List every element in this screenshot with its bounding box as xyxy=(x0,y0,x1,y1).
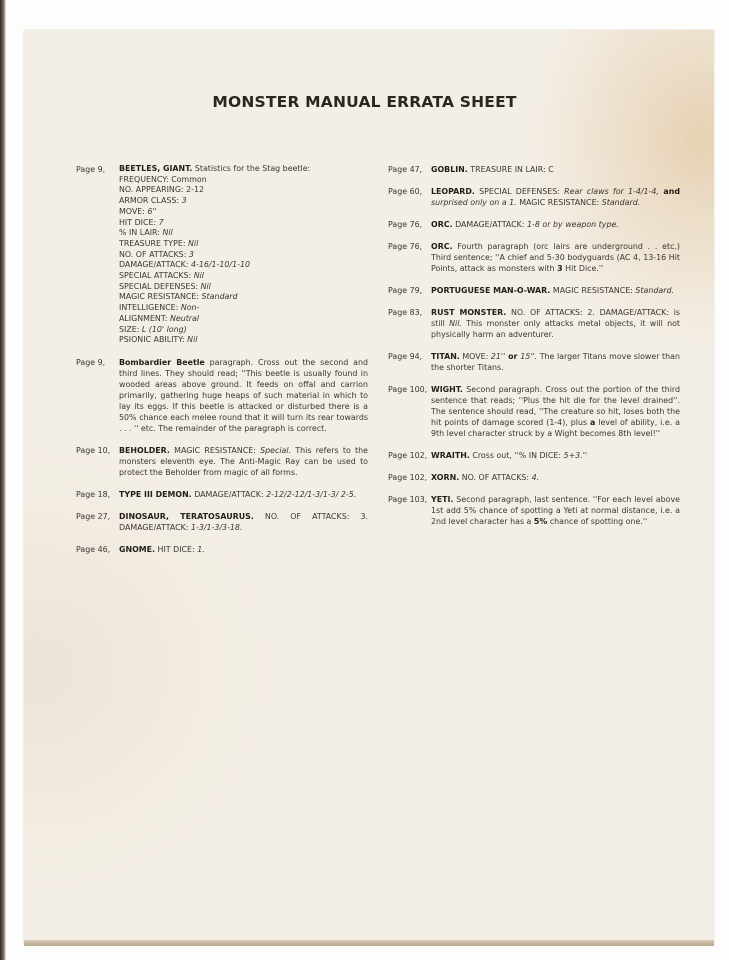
text-run: NO. OF ATTACKS: 2. DAMAGE/ATTACK: is still xyxy=(431,308,680,328)
page-reference: Page 9, xyxy=(76,357,106,367)
bold-text: ORC. xyxy=(431,242,453,251)
errata-text xyxy=(119,164,368,346)
italic-text: Rear claws for 1-4/1-4, xyxy=(564,187,659,196)
text-run: ALIGNMENT: xyxy=(119,313,170,323)
text-run: Second paragraph. Cross out the portion of the third sentence that reads; ''Plus the hit die for the level drained''. The sentence should read, ''The creature so hit, loses both the hit points of damage scored (1-4), plus xyxy=(431,385,680,427)
bold-text: ORC. xyxy=(431,220,453,229)
text-run: Second paragraph, last sentence. ''For each level above 1st add 5% chance of spotting a Yeti at normal distance, i.e. a 2nd level character has a xyxy=(431,495,680,526)
bold-text: PORTUGUESE MAN-O-WAR. xyxy=(431,286,551,295)
italic-text: 4-16/1-10/1-10 xyxy=(190,260,250,270)
text-run: HIT DICE: xyxy=(119,217,159,227)
page-reference: Page 46, xyxy=(76,544,111,554)
errata-text xyxy=(431,351,680,373)
errata-entry xyxy=(388,307,680,340)
italic-text: Nil xyxy=(187,335,198,345)
stat-line xyxy=(119,250,368,261)
text-run: DAMAGE/ATTACK: xyxy=(191,489,267,499)
stat-line xyxy=(119,207,368,218)
page-reference: Page 76, xyxy=(388,242,423,251)
errata-entry xyxy=(388,186,680,208)
errata-entry xyxy=(388,351,680,373)
page-reference: Page 102, xyxy=(388,451,428,460)
stat-line xyxy=(119,325,368,336)
page-title: MONSTER MANUAL ERRATA SHEET xyxy=(212,93,517,111)
page-reference: Page 83, xyxy=(388,308,423,317)
text-run: Fourth paragraph (orc lairs are underground . . etc.) Third sentence; ''A chief and 5-30 bodyguards (AC 4, 13-16 Hit Points, attack as monsters with xyxy=(431,242,680,273)
errata-text xyxy=(119,445,368,478)
text-run: INTELLIGENCE: xyxy=(119,303,181,313)
stat-line xyxy=(119,314,368,325)
italic-text: Nil. xyxy=(449,319,462,328)
page-reference: Page 47, xyxy=(388,165,423,174)
text-run: MAGIC RESISTANCE: xyxy=(550,286,636,295)
errata-text xyxy=(431,450,680,461)
stat-line xyxy=(119,260,368,271)
italic-text: 2-12/2-12/1-3/1-3/ 2-5. xyxy=(266,489,357,499)
page-reference: Page 103, xyxy=(388,495,428,504)
errata-entry xyxy=(388,241,680,274)
text-run: FREQUENCY: Common xyxy=(119,174,207,184)
text-run: TREASURE IN LAIR: C xyxy=(467,165,554,174)
text-run: Statistics for the Stag beetle: xyxy=(192,164,311,173)
text-run: Hit Dice.'' xyxy=(562,264,604,273)
text-run: Cross out, ''% IN DICE: xyxy=(469,451,564,460)
bold-text: WIGHT. xyxy=(431,385,463,394)
page-reference: Page 9, xyxy=(76,165,106,174)
errata-entry xyxy=(388,285,680,296)
bold-text: 5% xyxy=(533,517,548,526)
page-reference: Page 10, xyxy=(76,445,111,455)
text-run: SIZE: xyxy=(119,324,142,334)
italic-text: 4. xyxy=(531,473,540,482)
text-run: This refers to the monsters eleventh eye. The Anti-Magic Ray can be used to protect the Beholder from magic of all forms. xyxy=(119,445,368,477)
text-run: DAMAGE/ATTACK: xyxy=(452,220,528,229)
bold-text: TYPE III DEMON. xyxy=(119,489,192,499)
stat-line xyxy=(119,335,368,346)
page-reference: Page 100, xyxy=(388,385,428,394)
text-run: SPECIAL ATTACKS: xyxy=(119,271,194,281)
text-run: This monster only attacks metal objects, it will not physically harm an adventurer. xyxy=(431,319,680,339)
text-run: MAGIC RESISTANCE: xyxy=(516,198,602,207)
italic-text: Standard xyxy=(201,292,238,302)
errata-text xyxy=(431,472,680,483)
bold-text: BEHOLDER. xyxy=(119,445,170,455)
italic-text: Nil xyxy=(200,281,211,291)
italic-text: Non- xyxy=(180,303,200,313)
italic-text: Nil xyxy=(193,271,204,281)
page-reference: Page 76, xyxy=(388,220,423,229)
text-run: MAGIC RESISTANCE: xyxy=(169,445,261,455)
left-column xyxy=(76,164,368,566)
text-run: NO. OF ATTACKS: 3. DAMAGE/ATTACK: xyxy=(119,511,368,532)
errata-text xyxy=(431,494,680,527)
text-run: DAMAGE/ATTACK: xyxy=(119,260,191,270)
stat-line xyxy=(119,282,368,293)
italic-text: 7 xyxy=(158,217,164,227)
text-run: paragraph. Cross out the second and third lines. They should read; ''This beetle is usually found in wooded areas above ground. It feeds on offal and carrion primarily, gathering huge heaps of such material in which to lay its eggs. If this beetle is attacked or disturbed there is a 50% chance each melee round that it will turn its rear towards . . . '' etc. The remainder of the paragraph is correct. xyxy=(119,357,368,433)
bold-text: BEETLES, GIANT. xyxy=(119,164,193,173)
bold-text: XORN. xyxy=(431,473,460,482)
stat-line xyxy=(119,271,368,282)
errata-text xyxy=(119,544,368,555)
italic-text: L (10' long) xyxy=(141,324,187,334)
text-run: NO. OF ATTACKS: xyxy=(459,473,532,482)
italic-text: Neutral xyxy=(169,313,200,323)
errata-text xyxy=(431,307,680,340)
bold-text: Bombardier Beetle xyxy=(119,357,205,367)
errata-entry xyxy=(388,472,680,483)
page-reference: Page 18, xyxy=(76,489,111,499)
errata-text xyxy=(119,357,368,434)
text-run: SPECIAL DEFENSES: xyxy=(474,187,565,196)
italic-text: 3 xyxy=(188,249,194,259)
text-run: MAGIC RESISTANCE: xyxy=(119,292,202,302)
page-reference: Page 27, xyxy=(76,511,111,521)
text-run: HIT DICE: xyxy=(155,544,198,554)
text-run: chance of spotting one.'' xyxy=(547,517,648,526)
italic-text: 15''. xyxy=(520,352,538,361)
italic-text: 21'' xyxy=(490,352,506,361)
errata-entry xyxy=(388,494,680,527)
errata-entry xyxy=(388,384,680,439)
bold-text: and xyxy=(658,187,680,196)
text-run: MOVE: xyxy=(459,352,491,361)
text-run: ARMOR CLASS: xyxy=(119,196,182,206)
errata-entry xyxy=(76,164,368,346)
stat-line xyxy=(119,196,368,207)
errata-entry xyxy=(76,489,368,500)
errata-entry xyxy=(76,445,368,478)
errata-text xyxy=(431,285,680,296)
bold-text: or xyxy=(505,352,521,361)
italic-text: 1-3/1-3/3-18. xyxy=(190,522,243,532)
italic-text: 1. xyxy=(197,544,205,554)
errata-entry xyxy=(76,544,368,555)
bold-text: a xyxy=(590,418,596,427)
text-run: TREASURE TYPE: xyxy=(119,238,188,248)
stat-line xyxy=(119,175,368,186)
italic-text: 3 xyxy=(181,196,187,206)
text-run: The larger Titans move slower than the shorter Titans. xyxy=(431,352,680,372)
italic-text: 5+3. xyxy=(563,451,583,460)
errata-text xyxy=(431,219,680,230)
text-run: SPECIAL DEFENSES: xyxy=(119,281,201,291)
stat-line xyxy=(119,303,368,314)
bold-text: WRAITH. xyxy=(431,451,470,460)
errata-entry xyxy=(388,219,680,230)
right-column xyxy=(388,164,680,538)
italic-text: Nil xyxy=(162,228,173,238)
italic-text: Nil xyxy=(188,238,199,248)
errata-entry xyxy=(76,511,368,533)
italic-text: Standard. xyxy=(601,198,641,207)
text-run: '' xyxy=(582,451,588,460)
text-run: NO. OF ATTACKS: xyxy=(119,249,189,259)
italic-text: Standard. xyxy=(635,286,674,295)
italic-text: 6'' xyxy=(147,206,157,216)
bold-text: LEOPARD. xyxy=(431,187,475,196)
italic-text: Special. xyxy=(260,445,292,455)
bold-text: GNOME. xyxy=(119,544,156,554)
errata-text xyxy=(431,186,680,208)
stat-line xyxy=(119,292,368,303)
text-run: level of ability, i.e. a 9th level character struck by a Wight becomes 8th level!'' xyxy=(431,418,680,438)
errata-text xyxy=(431,241,680,274)
errata-entry xyxy=(388,450,680,461)
text-run: MOVE: xyxy=(119,206,148,216)
stat-line xyxy=(119,185,368,196)
italic-text: 1-8 or by weapon type. xyxy=(527,220,619,229)
stat-line xyxy=(119,218,368,229)
text-run: PSIONIC ABILITY: xyxy=(119,335,188,345)
errata-text xyxy=(431,384,680,439)
page-reference: Page 60, xyxy=(388,187,423,196)
errata-text xyxy=(431,164,680,175)
bold-text: DINOSAUR, TERATOSAURUS. xyxy=(119,511,254,521)
page-bottom-edge xyxy=(24,940,714,946)
bold-text: 3 xyxy=(557,264,563,273)
page-reference: Page 79, xyxy=(388,286,423,295)
italic-text: surprised only on a 1. xyxy=(431,198,517,207)
stat-line xyxy=(119,228,368,239)
bold-text: TITAN. xyxy=(431,352,460,361)
bold-text: YETI. xyxy=(431,495,454,504)
text-run: % IN LAIR: xyxy=(119,228,163,238)
errata-text xyxy=(119,511,368,533)
stat-line xyxy=(119,164,368,175)
page-reference: Page 94, xyxy=(388,352,423,361)
stat-line xyxy=(119,239,368,250)
bold-text: GOBLIN. xyxy=(431,165,468,174)
errata-entry xyxy=(388,164,680,175)
text-run: NO. APPEARING: 2-12 xyxy=(119,185,205,195)
errata-text xyxy=(119,489,368,500)
errata-entry xyxy=(76,357,368,434)
page-reference: Page 102, xyxy=(388,473,428,482)
scan-edge xyxy=(0,0,6,960)
bold-text: RUST MONSTER. xyxy=(431,308,507,317)
